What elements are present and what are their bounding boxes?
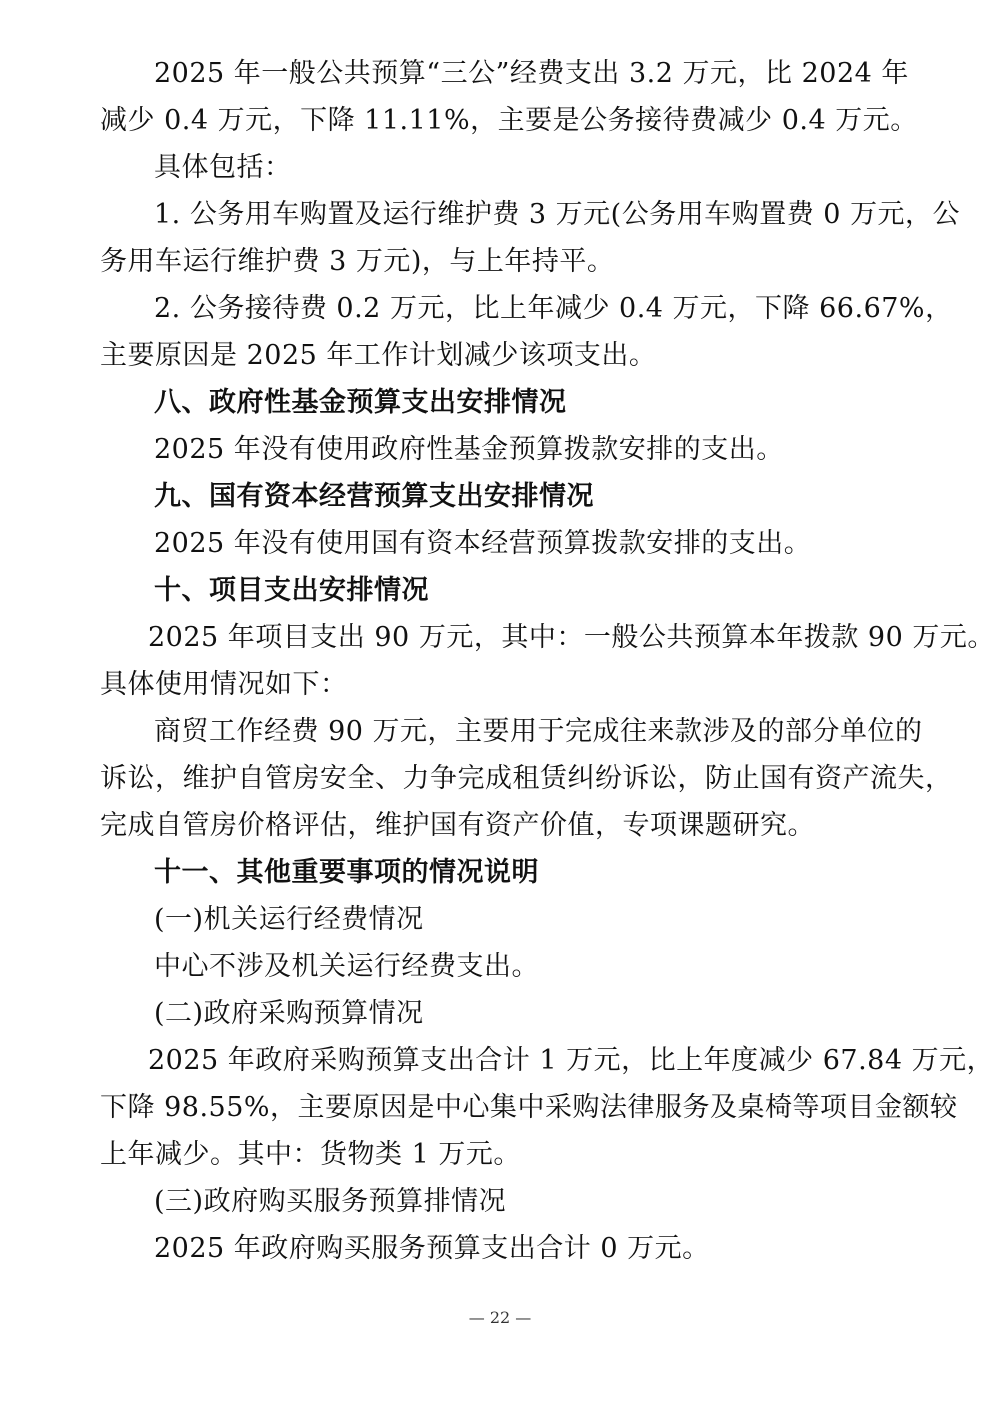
paragraph-line: 完成自管房价格评估，维护国有资产价值，专项课题研究。 xyxy=(100,810,815,841)
paragraph-line: 上年减少。其中：货物类 1 万元。 xyxy=(100,1139,521,1170)
paragraph-line: 诉讼，维护自管房安全、力争完成租赁纠纷诉讼，防止国有资产流失， xyxy=(100,763,953,794)
list-item-line: 2. 公务接待费 0.2 万元，比上年减少 0.4 万元，下降 66.67%， xyxy=(154,293,953,324)
subsection-heading: (三)政府购买服务预算排情况 xyxy=(154,1186,507,1217)
paragraph-line: 具体包括： xyxy=(154,152,292,183)
paragraph-line: 具体使用情况如下： xyxy=(100,669,348,700)
list-item-line: 1. 公务用车购置及运行维护费 3 万元(公务用车购置费 0 万元，公 xyxy=(154,199,961,230)
document-page xyxy=(100,50,995,1272)
paragraph-line: 2025 年一般公共预算“三公”经费支出 3.2 万元，比 2024 年 xyxy=(154,58,909,89)
paragraph-line: 2025 年没有使用国有资本经营预算拨款安排的支出。 xyxy=(154,528,812,559)
paragraph-line: 2025 年项目支出 90 万元，其中：一般公共预算本年拨款 90 万元。 xyxy=(148,622,995,653)
paragraph-line: 商贸工作经费 90 万元，主要用于完成往来款涉及的部分单位的 xyxy=(154,716,923,747)
paragraph-line: 下降 98.55%，主要原因是中心集中采购法律服务及桌椅等项目金额较 xyxy=(100,1092,958,1123)
section-heading: 八、政府性基金预算支出安排情况 xyxy=(154,387,567,418)
page-number: — 22 — xyxy=(468,1308,532,1327)
paragraph-line: 中心不涉及机关运行经费支出。 xyxy=(154,951,539,982)
subsection-heading: (一)机关运行经费情况 xyxy=(154,904,424,935)
section-heading: 九、国有资本经营预算支出安排情况 xyxy=(154,481,594,512)
paragraph-line: 减少 0.4 万元，下降 11.11%，主要是公务接待费减少 0.4 万元。 xyxy=(100,105,918,136)
list-item-line: 务用车运行维护费 3 万元)，与上年持平。 xyxy=(100,246,615,277)
paragraph-line: 2025 年政府购买服务预算支出合计 0 万元。 xyxy=(154,1233,710,1264)
list-item-line: 主要原因是 2025 年工作计划减少该项支出。 xyxy=(100,340,657,371)
section-heading: 十一、其他重要事项的情况说明 xyxy=(154,857,539,888)
subsection-heading: (二)政府采购预算情况 xyxy=(154,998,424,1029)
section-heading: 十、项目支出安排情况 xyxy=(154,575,429,606)
paragraph-line: 2025 年没有使用政府性基金预算拨款安排的支出。 xyxy=(154,434,784,465)
paragraph-line: 2025 年政府采购预算支出合计 1 万元，比上年度减少 67.84 万元， xyxy=(148,1045,995,1076)
